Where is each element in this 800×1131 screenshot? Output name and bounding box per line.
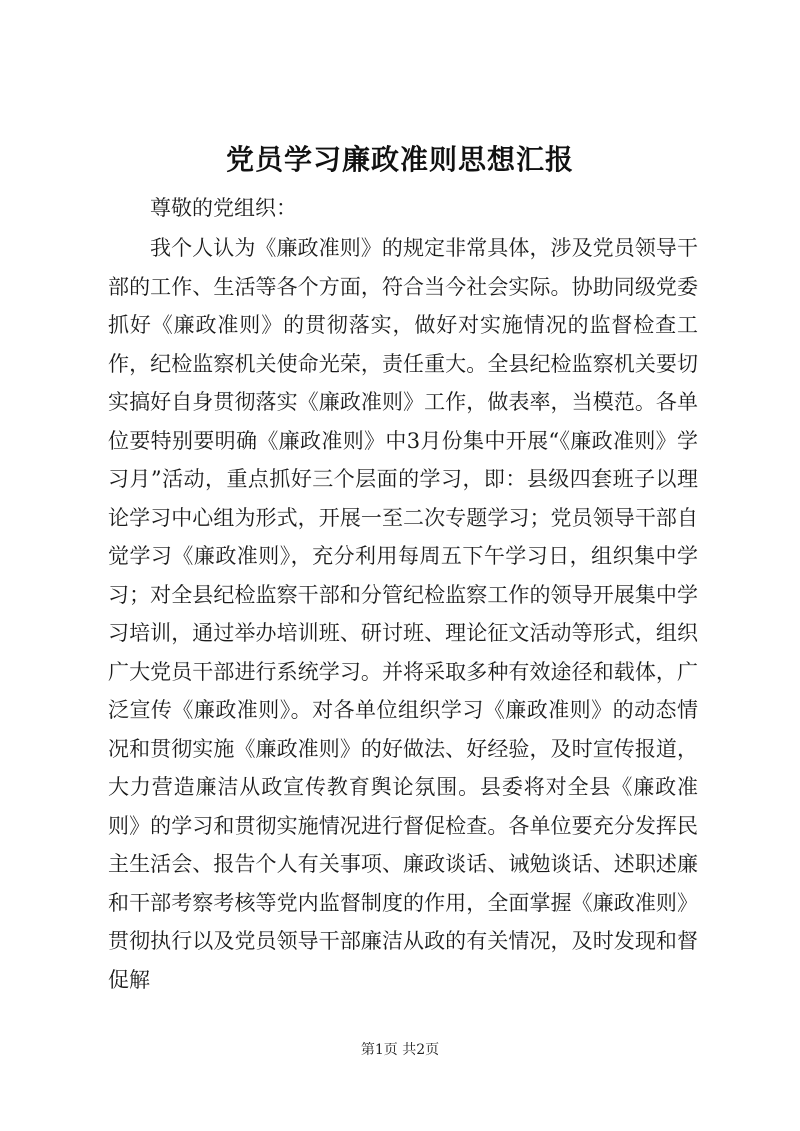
body-paragraph: 我个人认为《廉政准则》的规定非常具体，涉及党员领导干部的工作、生活等各个方面，符合当今社会实际。协助同级党委抓好《廉政准则》的贯彻落实，做好对实施情况的监督检查工作，纪检监察机关使命光荣，责任重大。全县纪检监察机关要切实搞好自身贯彻落实《廉政准则》工作，做表率，当模范。各单位要特别要明确《廉政准则》中3月份集中开展“《廉政准则》学习月”活动，重点抓好三个层面的学习，即：县级四套班子以理论学习中心组为形式，开展一至二次专题学习；党员领导干部自觉学习《廉政准则》，充分利用每周五下午学习日，组织集中学习；对全县纪检监察干部和分管纪检监察工作的领导开展集中学习培训，通过举办培训班、研讨班、理论征文活动等形式，组织广大党员干部进行系统学习。并将采取多种有效途径和载体，广泛宣传《廉政准则》。对各单位组织学习《廉政准则》的动态情况和贯彻实施《廉政准则》的好做法、好经验，及时宣传报道，大力营造廉洁从政宣传教育舆论氛围。县委将对全县《廉政准则》的学习和贯彻实施情况进行督促检查。各单位要充分发挥民主生活会、报告个人有关事项、廉政谈话、诫勉谈话、述职述廉和干部考察考核等党内监督制度的作用，全面掌握《廉政准则》贯彻执行以及党员领导干部廉洁从政的有关情况，及时发现和督促解 [108, 236, 698, 992]
salutation: 尊敬的党组织： [150, 196, 297, 220]
page-number-footer: 第1页 共2页 [360, 1042, 440, 1058]
page-title: 党员学习廉政准则思想汇报 [225, 143, 574, 176]
